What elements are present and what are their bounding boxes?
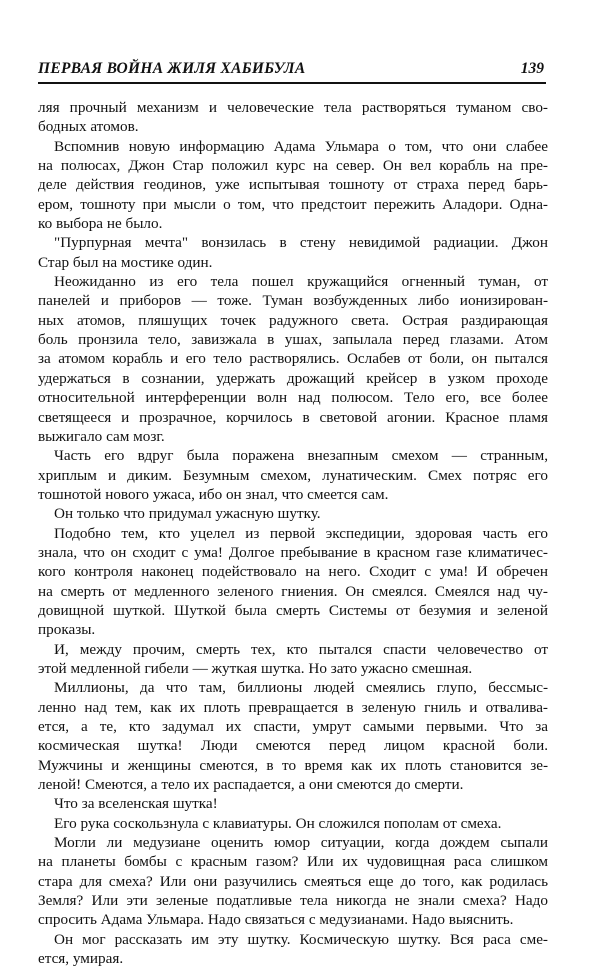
text-line: Земля? Или эти зеленые податливые тела никогда не знали смеха? Надо (38, 892, 548, 910)
text-line: выжигало сам мозг. (38, 427, 165, 445)
text-line: ко выбора не было. (38, 215, 163, 233)
text-line: Миллионы, да что там, биллионы людей смеялись глупо, бессмыс- (54, 679, 548, 697)
text-line: удержаться в сознании, удержать дрожащий крейсер в узком проходе (38, 369, 548, 387)
text-line: ляя прочный механизм и человеческие тела растворяться туманом сво- (38, 99, 548, 116)
text-line: космическая шутка! Люди смеются перед лицом красной боли. (38, 737, 548, 755)
text-line: за атомом корабль и его тело растворялись. Ослабев от боли, он пытался (38, 350, 548, 368)
text-line: Его рука соскользнула с клавиатуры. Он сложился пополам от смеха. (54, 814, 502, 832)
text-line: на планеты бомбы с красным газом? Или их чудовищная раса слишком (38, 853, 548, 871)
text-line: леной! Смеются, а тело их распадается, а они смеются до смерти. (38, 776, 464, 794)
text-line: Часть его вдруг была поражена внезапным смехом — странным, (54, 447, 548, 465)
text-line: довищной шуткой. Шуткой была смерть Системы от безумия и зеленой (38, 601, 548, 619)
text-line: Могли ли медузиане оценить юмор ситуации, когда дождем сыпали (54, 834, 548, 852)
text-line: деле действия геодинов, уже испытывая тошноту от страха перед барь- (38, 176, 548, 194)
text-line: на полюсах, Джон Стар положил курс на север. Он вел корабль на пре- (38, 157, 548, 175)
text-line: относительной интерференции волн над полюсом. Тело его, все более (38, 389, 548, 407)
text-line: проказы. (38, 621, 96, 639)
text-line: хриплым и диким. Безумным смехом, лунатическим. Смех потряс его (38, 466, 548, 484)
text-line: ером, тошноту при мысли о том, что предстоит пережить Аладори. Одна- (38, 195, 548, 213)
text-line: Неожиданно из его тела пошел кружащийся огненный туман, от (54, 273, 548, 291)
text-line: Что за вселенская шутка! (54, 795, 218, 813)
text-line: И, между прочим, смерть тех, кто пытался спасти человечество от (54, 640, 548, 658)
body-text (38, 98, 548, 968)
running-header (38, 58, 546, 84)
text-line: ных атомов, пляшущих точек радужного света. Острая раздирающая (38, 311, 548, 329)
text-line: Подобно тем, кто уцелел из первой экспедиции, здоровая часть его (54, 524, 548, 542)
text-line: знала, что он сходит с ума! Долгое пребывание в красном газе климатичес- (38, 543, 548, 561)
running-title: ПЕРВАЯ ВОЙНА ЖИЛЯ ХАБИБУЛА (38, 60, 306, 77)
text-line: кого контроля наконец подействовало на него. Сходит с ума! И обречен (38, 563, 548, 581)
text-line: этой медленной гибели — жуткая шутка. Но зато ужасно смешная. (38, 659, 473, 677)
text-line: светящееся и прозрачное, корчилось в светoвой агонии. Красное пламя (38, 408, 548, 426)
text-line: "Пурпурная мечта" вонзилась в стену невидимой радиации. Джон (54, 234, 548, 252)
text-line: на смерть от медленного зеленого гниения. Он смеялся. Смеялся над чу- (38, 582, 548, 600)
text-line: бодных атомов. (38, 118, 139, 136)
text-line: Стар был на мостике один. (38, 253, 213, 271)
text-line: стара для смеха? Или они разучились смеяться еще до того, как родилась (38, 872, 548, 890)
text-line: ется, умирая. (38, 950, 124, 968)
text-line: боль пронзила тело, завизжала в ушах, запылала перед глазами. Атом (38, 331, 548, 349)
text-line: Он мог рассказать им эту шутку. Космическую шутку. Вся раса сме- (54, 930, 548, 948)
text-line: Он только что придумал ужасную шутку. (54, 505, 321, 523)
text-line: Мужчины и женщины смеются, в то время как их плоть становится зе- (38, 756, 548, 774)
text-line: Вспомнив новую информацию Адама Ульмара о том, что они слабее (54, 137, 548, 155)
text-line: панелей и приборов — тоже. Туман возбужденных либо ионизирован- (38, 292, 548, 310)
page-number: 139 (520, 60, 544, 77)
text-line: спросить Адама Ульмара. Надо связаться с медузианами. Надо выяснить. (38, 911, 514, 929)
text-line: ленно над тем, как их плоть превращается в зеленую гниль и отвалива- (38, 698, 548, 716)
text-line: тошнотой нового ужаса, ибо он знал, что смеется сам. (38, 485, 389, 503)
text-line: ется, а те, кто задумал их спасти, умрут самыми первыми. Что за (38, 718, 548, 735)
